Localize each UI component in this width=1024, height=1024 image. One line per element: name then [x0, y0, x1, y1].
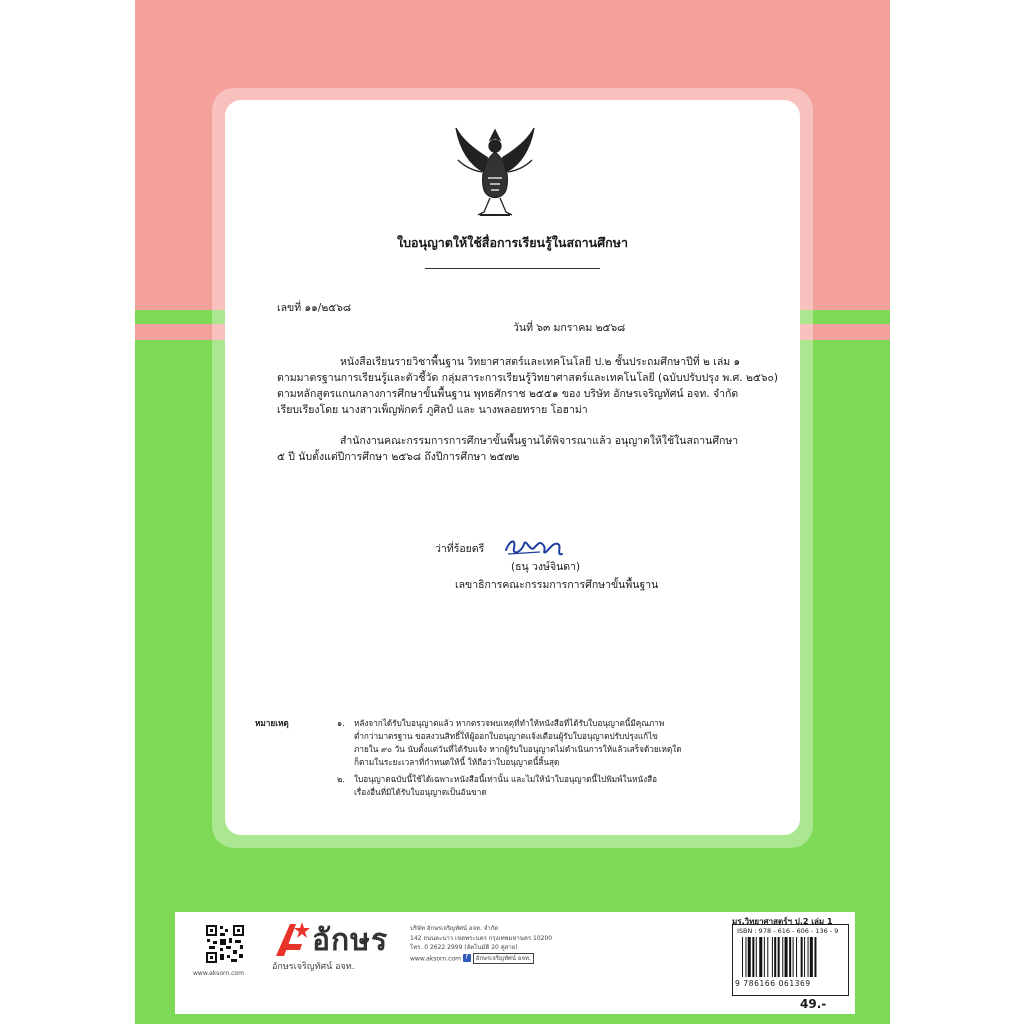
- barcode-digits: 9 786166 061369: [735, 979, 811, 988]
- license-document: [225, 100, 800, 835]
- website-link[interactable]: www.aksorn.com: [410, 954, 461, 962]
- note-line: ก็ตามในระยะเวลาที่กำหนดให้นี้ ให้ถือว่าใบอนุญาตนี้สิ้นสุด: [354, 757, 560, 767]
- body1-line: หนังสือเรียนรายวิชาพื้นฐาน วิทยาศาสตร์และเทคโนโลยี ป.๒ ชั้นประถมศึกษาปีที่ ๒ เล่ม ๑: [340, 356, 741, 368]
- signatory-name: (ธนุ วงษ์จินดา): [511, 561, 581, 573]
- license-body-paragraph-1: [277, 354, 777, 418]
- isbn-number: ISBN : 978 - 616 - 606 - 136 - 9: [737, 927, 839, 935]
- address-line: 142 ถนนตะนาว เขตพระนคร กรุงเทพมหานคร 10200: [410, 934, 553, 942]
- body1-line: ตามหลักสูตรแกนกลางการศึกษาขั้นพื้นฐาน พุทธศักราช ๒๕๕๑ ของ บริษัท อักษรเจริญทัศน์ อจท. จำกัด: [277, 388, 739, 400]
- body2-line: สำนักงานคณะกรรมการการศึกษาขั้นพื้นฐานได้พิจารณาแล้ว อนุญาตให้ใช้ในสถานศึกษา: [340, 435, 739, 447]
- qr-code-icon[interactable]: [205, 924, 245, 964]
- book-cover: [135, 0, 890, 1024]
- aksorn-logo-icon: [272, 920, 312, 958]
- cover-footer: [175, 912, 855, 1014]
- facebook-page-link[interactable]: อักษรเจริญทัศน์ อจท.: [473, 953, 534, 965]
- body1-line: เรียบเรียงโดย นางสาวเพ็ญพักตร์ ภูศิลป์ และ นางพลอยทราย โอฮาม่า: [277, 404, 588, 416]
- note-line: ใบอนุญาตฉบับนี้ใช้ได้เฉพาะหนังสือนี้เท่านั้น และไม่ให้นำใบอนุญาตนี้ไปพิมพ์ในหนังสือ: [354, 774, 658, 784]
- facebook-icon: f: [463, 954, 471, 962]
- brand-subtitle: อักษรเจริญทัศน์ อจท.: [272, 962, 355, 972]
- isbn-box: [732, 924, 849, 996]
- publisher-address: [410, 924, 552, 964]
- note-item-2: [337, 773, 777, 799]
- body2-line: ๕ ปี นับตั้งแต่ปีการศึกษา ๒๕๖๘ ถึงปีการศึกษา ๒๕๗๒: [277, 451, 520, 463]
- note-line: หลังจากได้รับใบอนุญาตแล้ว หากตรวจพบเหตุที่ทำให้หนังสือที่ได้รับใบอนุญาตนี้มีคุณภาพ: [354, 718, 665, 728]
- license-body-paragraph-2: [277, 433, 777, 465]
- company-name: บริษัท อักษรเจริญทัศน์ อจท. จำกัด: [410, 925, 499, 932]
- title-underline: [425, 268, 600, 269]
- license-date: วันที่ ๖๓ มกราคม ๒๕๖๘: [513, 322, 626, 334]
- note-line: เรื่องอื่นที่มิได้รับใบอนุญาตเป็นอันขาด: [354, 787, 487, 797]
- barcode-icon: [741, 937, 843, 977]
- note-number: ๑.: [337, 718, 345, 728]
- garuda-emblem-icon: [450, 120, 540, 220]
- note-line: ต่ำกว่ามาตรฐาน ขอสงวนสิทธิ์ให้ผู้ออกใบอนุญาตแจ้งเตือนผู้รับใบอนุญาตปรับปรุงแก้ไข: [354, 731, 658, 741]
- license-number: เลขที่ ๑๑/๒๕๖๘: [277, 302, 351, 314]
- phone-line: โทร. 0 2622 2999 (อัตโนมัติ 20 คู่สาย): [410, 944, 518, 951]
- note-number: ๒.: [337, 774, 345, 784]
- body1-line: ตามมาตรฐานการเรียนรู้และตัวชี้วัด กลุ่มสาระการเรียนรู้วิทยาศาสตร์และเทคโนโลยี (ฉบับปรับปรุง พ.ศ. ๒๕๖๐): [277, 372, 779, 384]
- signatory-rank: ว่าที่ร้อยตรี: [435, 543, 485, 555]
- signature-block: [435, 532, 685, 592]
- footer-website-small[interactable]: www.aksorn.com: [193, 970, 244, 977]
- price-label: 49.-: [800, 997, 827, 1011]
- book-name: มร.วิทยาศาสตร์ฯ ป.2 เล่ม 1: [732, 917, 833, 926]
- brand-name: อักษร: [312, 923, 389, 958]
- note-item-1: [337, 717, 777, 769]
- signatory-position: เลขาธิการคณะกรรมการการศึกษาขั้นพื้นฐาน: [455, 579, 659, 591]
- note-line: ภายใน ๙๐ วัน นับตั้งแต่วันที่ได้รับแจ้ง หากผู้รับใบอนุญาตไม่ดำเนินการให้แล้วเสร็จด้วยเหตุใด: [354, 744, 682, 754]
- document-title: ใบอนุญาตให้ใช้สื่อการเรียนรู้ในสถานศึกษา: [397, 235, 628, 250]
- notes-label: หมายเหตุ: [255, 718, 289, 728]
